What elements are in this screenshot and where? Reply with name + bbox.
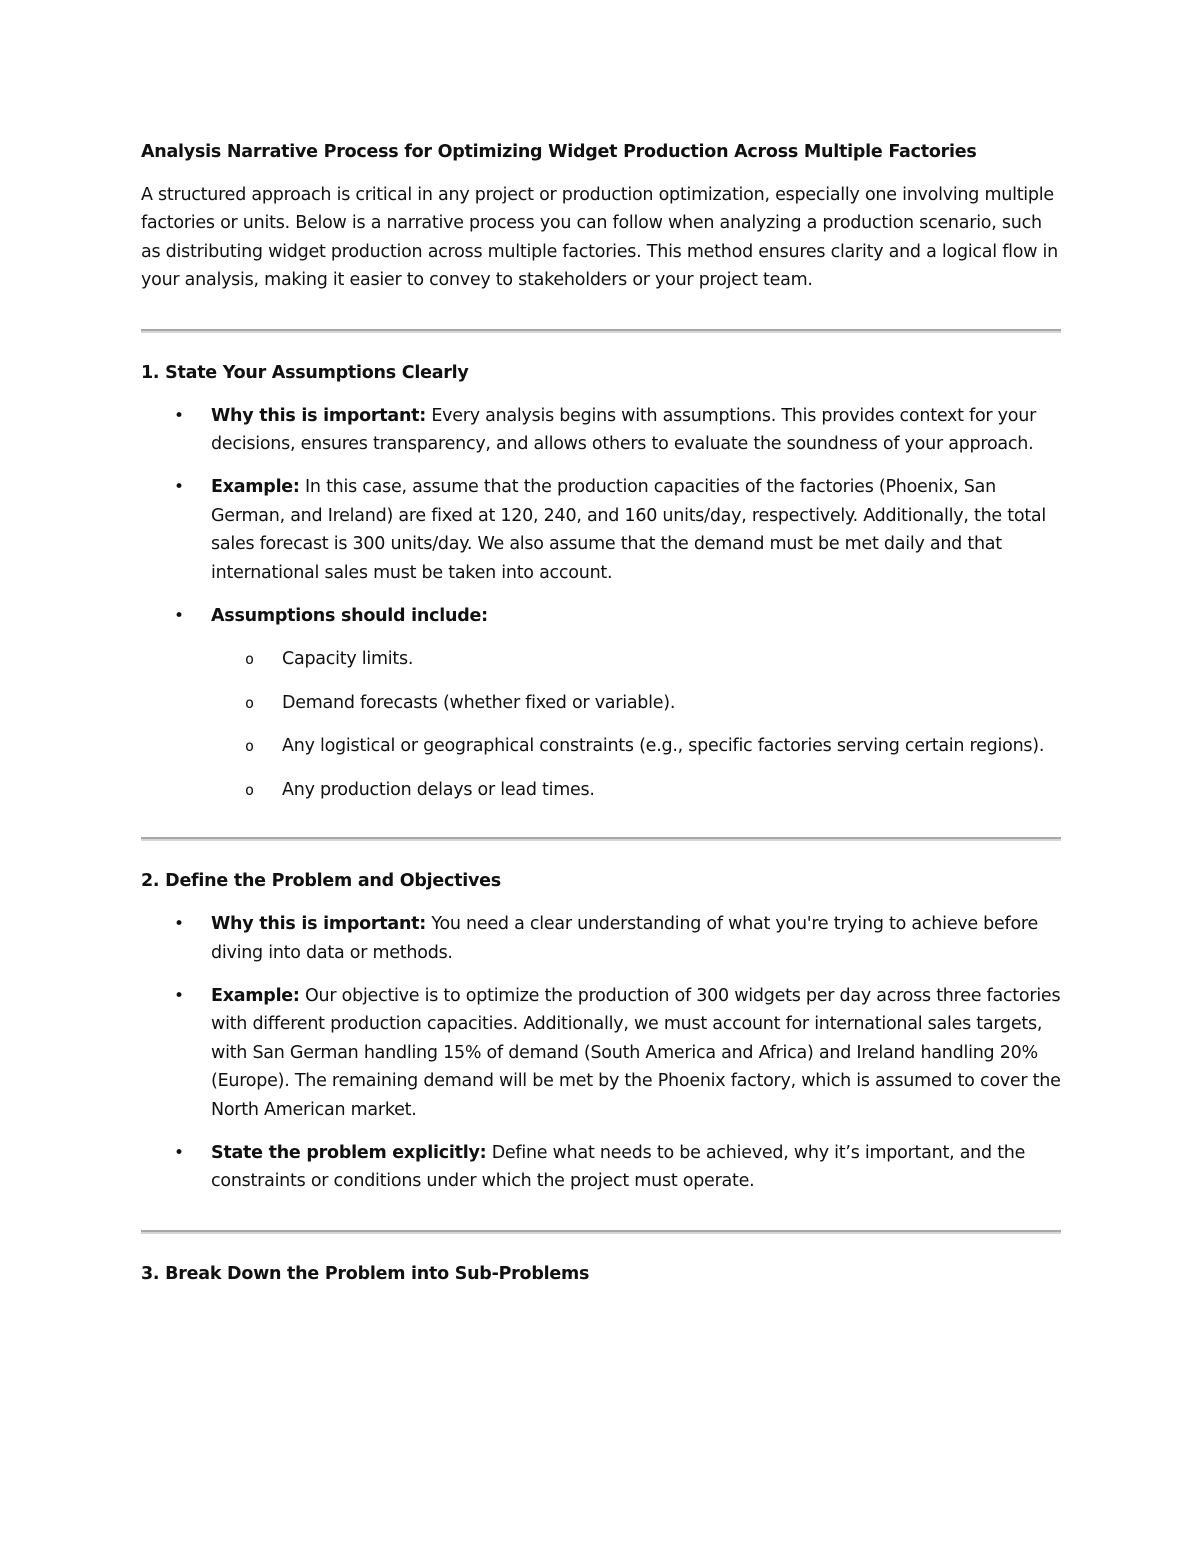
bullet-icon: • [174, 914, 184, 935]
sub-bullet-icon: o [245, 737, 254, 756]
list-item [141, 473, 1061, 587]
list-item [141, 402, 1061, 459]
sub-bullet-icon: o [245, 693, 254, 712]
item-lead: Why this is important: [211, 405, 427, 426]
item-text: Every analysis begins with assumptions. This provides context for your decisions, ensures transparency, and allows others to evaluate the soundness of your approach. [211, 405, 1037, 455]
sub-list-item [211, 689, 1061, 717]
item-text: In this case, assume that the production capacities of the factories (Phoenix, San German, and Ireland) are fixed at 120, 240, and 160 units/day, respectively. Additionally, the total sales forecast is 300 units/day. We also assume that the demand must be met daily and that international sales must be taken into account. [211, 477, 1047, 583]
bullet-icon: • [174, 405, 184, 426]
horizontal-rule [141, 837, 1061, 841]
horizontal-rule [141, 1230, 1061, 1234]
item-lead: Assumptions should include: [211, 606, 488, 627]
list-item [141, 910, 1061, 967]
bullet-icon: • [174, 477, 184, 498]
sub-item-text: Capacity limits. [282, 649, 414, 670]
list-item [141, 602, 1061, 804]
document-title: Analysis Narrative Process for Optimizing Widget Production Across Multiple Factories [141, 142, 977, 162]
section-heading-assumptions: 1. State Your Assumptions Clearly [141, 362, 469, 383]
horizontal-rule [141, 329, 1061, 333]
intro-paragraph: A structured approach is critical in any project or production optimization, especially one involving multiple factories or units. Below is a narrative process you can follow when analyzing a production scenario, such as distributing widget production across multiple factories. This method ensures clarity and a logical flow in your analysis, making it easier to convey to stakeholders or your project team. [141, 185, 1059, 291]
sub-list-item [211, 732, 1061, 760]
item-text: You need a clear understanding of what you're trying to achieve before diving into data or methods. [211, 914, 1038, 963]
assumptions-sublist [211, 645, 1061, 804]
item-text: Our objective is to optimize the production of 300 widgets per day across three factories with different production capacities. Additionally, we must account for international sales targets, with San German handling 15% of demand (South America and Africa) and Ireland handling 20% (Europe). The remaining demand will be met by the Phoenix factory, which is assumed to cover the North American market. [211, 985, 1061, 1120]
item-lead: Example: [211, 477, 300, 498]
sub-list-item [211, 645, 1061, 673]
sub-bullet-icon: o [245, 650, 254, 669]
section-1-list [141, 402, 1061, 804]
item-lead: Example: [211, 985, 300, 1006]
section-2-list [141, 910, 1061, 1196]
section-heading-subproblems: 3. Break Down the Problem into Sub-Problems [141, 1263, 590, 1284]
bullet-icon: • [174, 1142, 184, 1163]
sub-item-text: Any production delays or lead times. [282, 779, 595, 800]
list-item [141, 1139, 1061, 1196]
item-lead: Why this is important: [211, 914, 427, 935]
document-page [141, 138, 1061, 1288]
list-item [141, 982, 1061, 1124]
item-lead: State the problem explicitly: [211, 1142, 487, 1163]
sub-item-text: Demand forecasts (whether fixed or variable). [282, 692, 676, 713]
sub-item-text: Any logistical or geographical constraints (e.g., specific factories serving certain regions). [282, 736, 1045, 757]
item-text: Define what needs to be achieved, why it’s important, and the constraints or conditions under which the project must operate. [211, 1142, 1026, 1192]
sub-bullet-icon: o [245, 780, 254, 799]
bullet-icon: • [174, 606, 184, 627]
sub-list-item [211, 776, 1061, 804]
section-heading-problem: 2. Define the Problem and Objectives [141, 871, 501, 892]
bullet-icon: • [174, 985, 184, 1006]
